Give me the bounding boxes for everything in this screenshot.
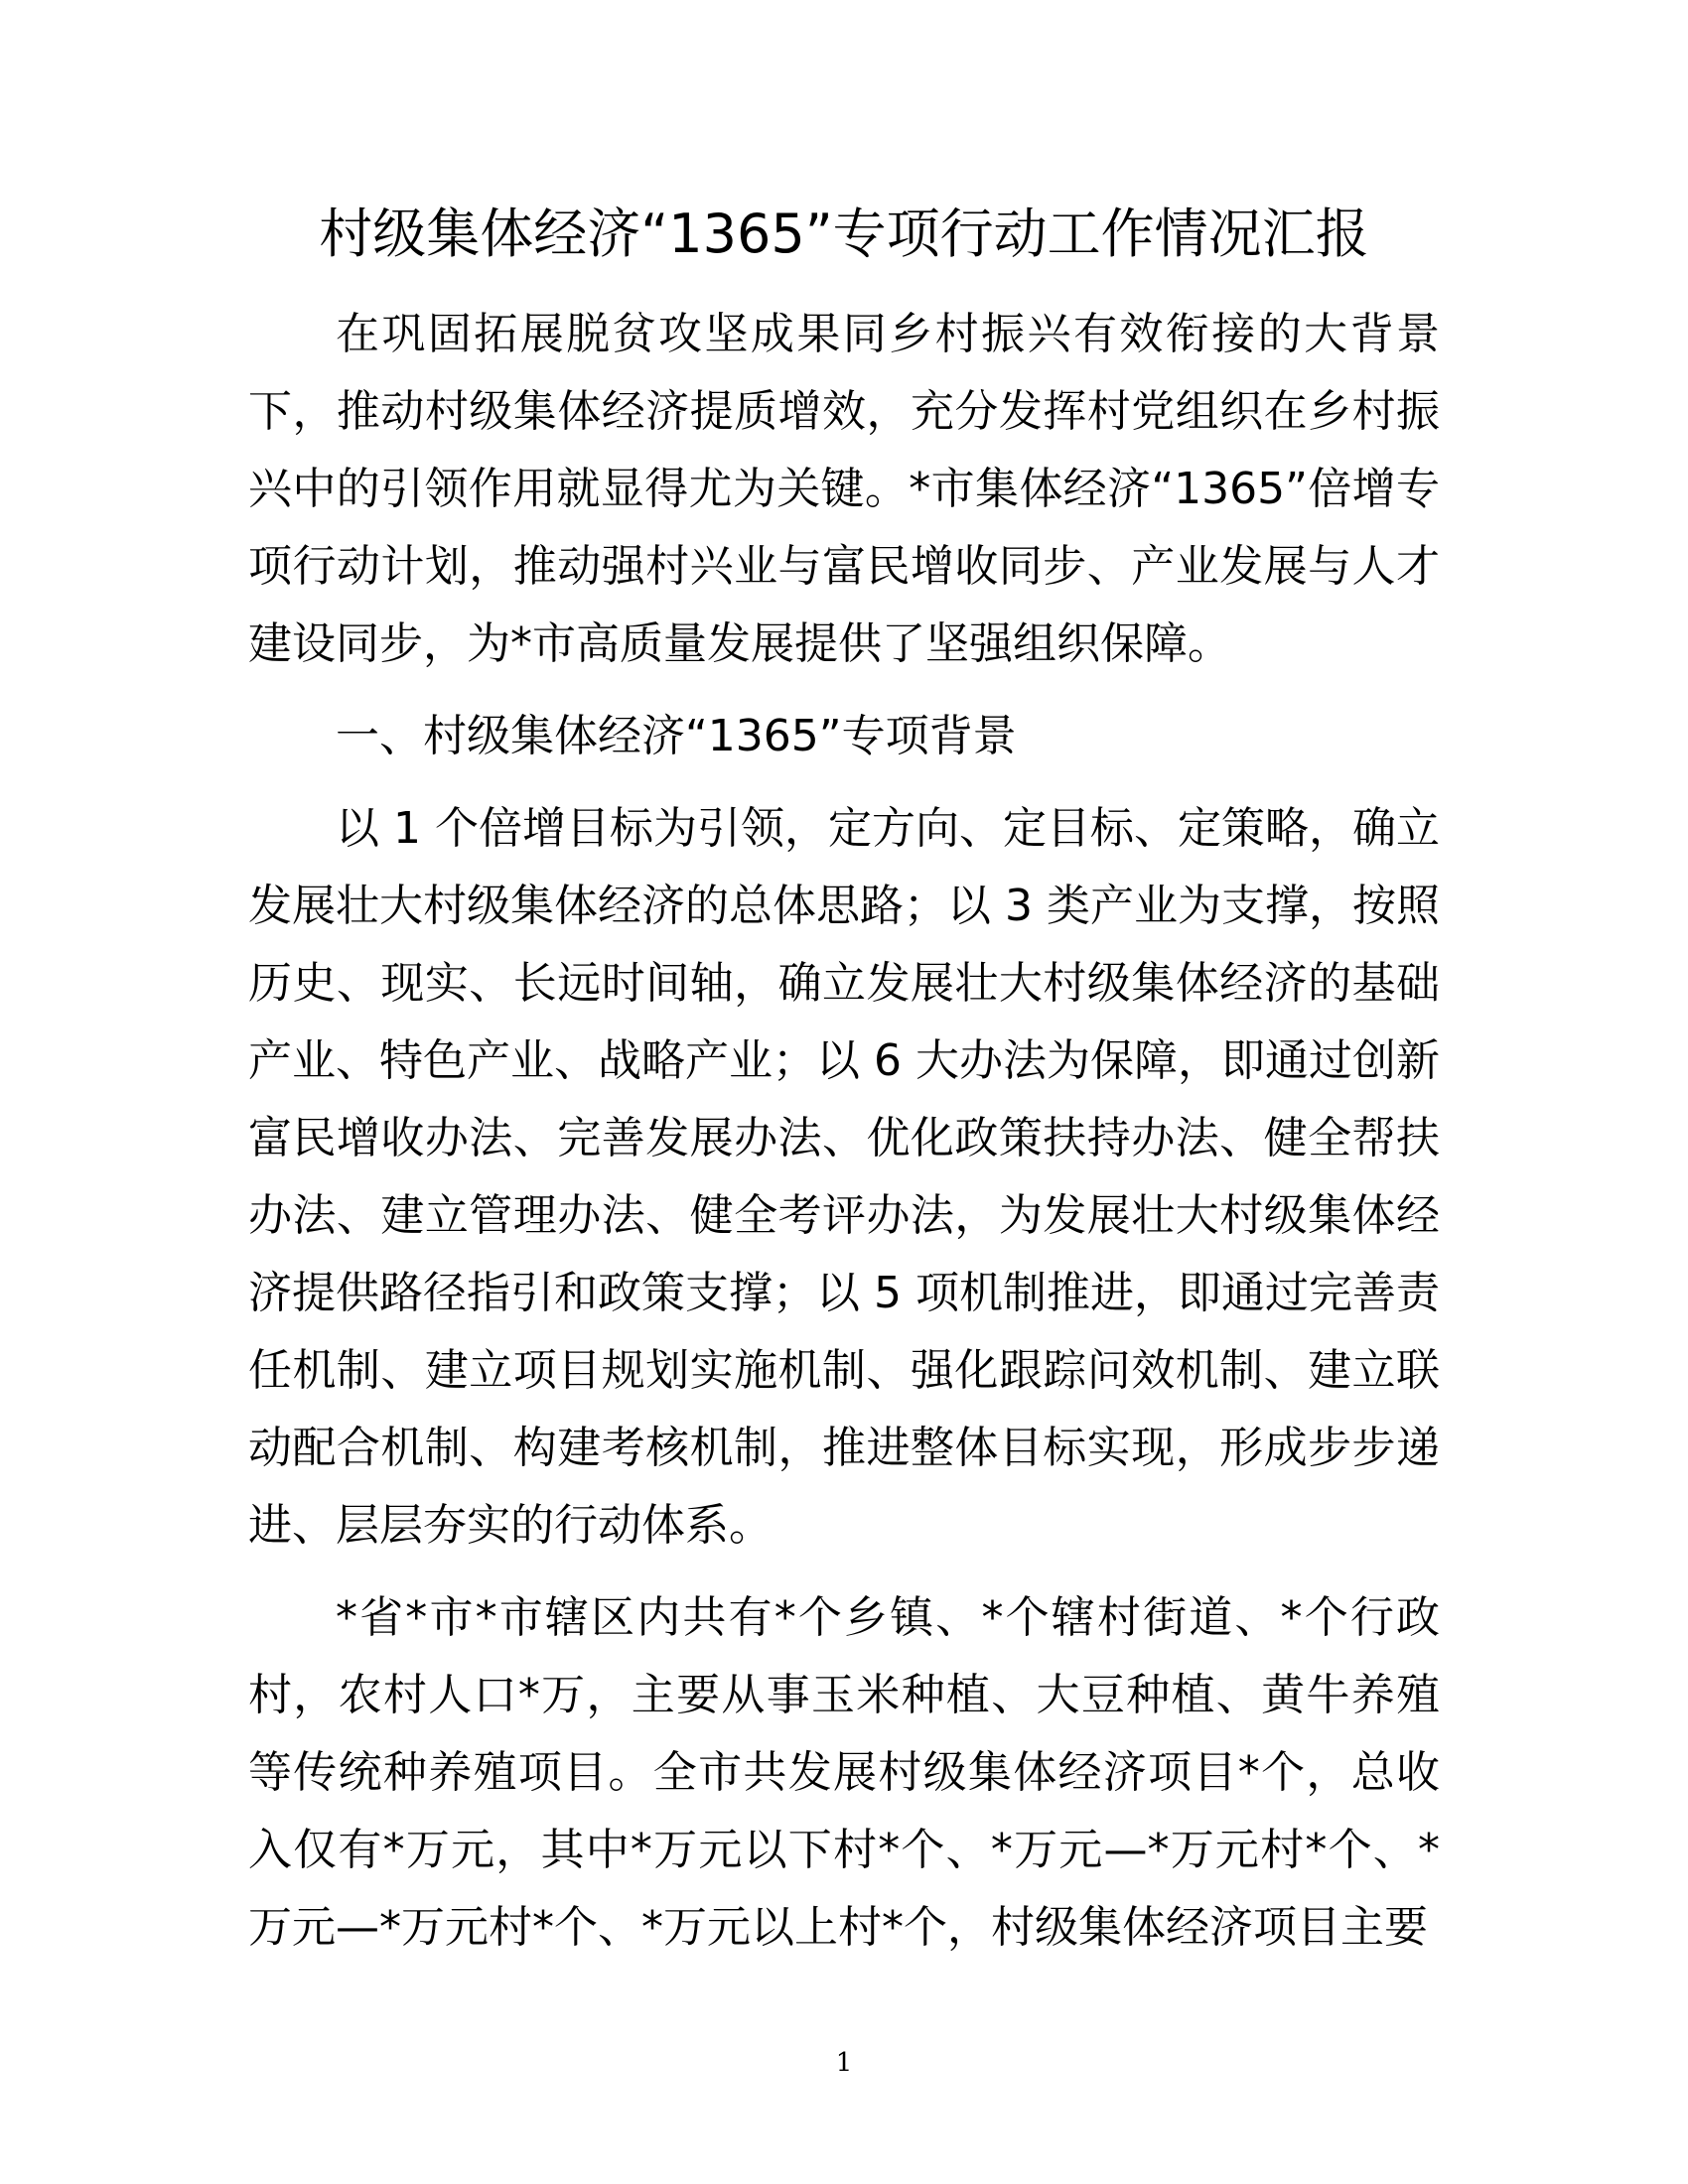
status-paragraph: *省*市*市辖区内共有*个乡镇、*个辖村街道、*个行政村，农村人口*万，主要从事玉米种植、大豆种植、黄牛养殖等传统种养殖项目。全市共发展村级集体经济项目*个，总收入仅有*万元，其中*万元以下村*个、*万元—*万元村*个、*万元—*万元村*个、*万元以上村*个，村级集体经济项目主要 <box>248 1592 1440 1953</box>
document-body <box>248 296 1440 1981</box>
intro-paragraph: 在巩固拓展脱贫攻坚成果同乡村振兴有效衔接的大背景下，推动村级集体经济提质增效，充分发挥村党组织在乡村振兴中的引领作用就显得尤为关键。*市集体经济“1365”倍增专项行动计划，推动强村兴业与富民增收同步、产业发展与人才建设同步，为*市高质量发展提供了坚强组织保障。 <box>248 309 1440 669</box>
section-heading-background: 一、村级集体经济“1365”专项背景 <box>336 711 1017 761</box>
background-paragraph: 以 1 个倍增目标为引领，定方向、定目标、定策略，确立发展壮大村级集体经济的总体思路；以 3 类产业为支撑，按照历史、现实、长远时间轴，确立发展壮大村级集体经济的基础产业、特色产业、战略产业；以 6 大办法为保障，即通过创新富民增收办法、完善发展办法、优化政策扶持办法、健全帮扶办法、建立管理办法、健全考评办法，为发展壮大村级集体经济提供路径指引和政策支撑；以 5 项机制推进，即通过完善责任机制、建立项目规划实施机制、强化跟踪问效机制、建立联动配合机制、构建考核机制，推进整体目标实现，形成步步递进、层层夯实的行动体系。 <box>248 803 1440 1551</box>
document-title: 村级集体经济“1365”专项行动工作情况汇报 <box>319 203 1369 265</box>
page-number: 1 <box>835 2048 853 2078</box>
